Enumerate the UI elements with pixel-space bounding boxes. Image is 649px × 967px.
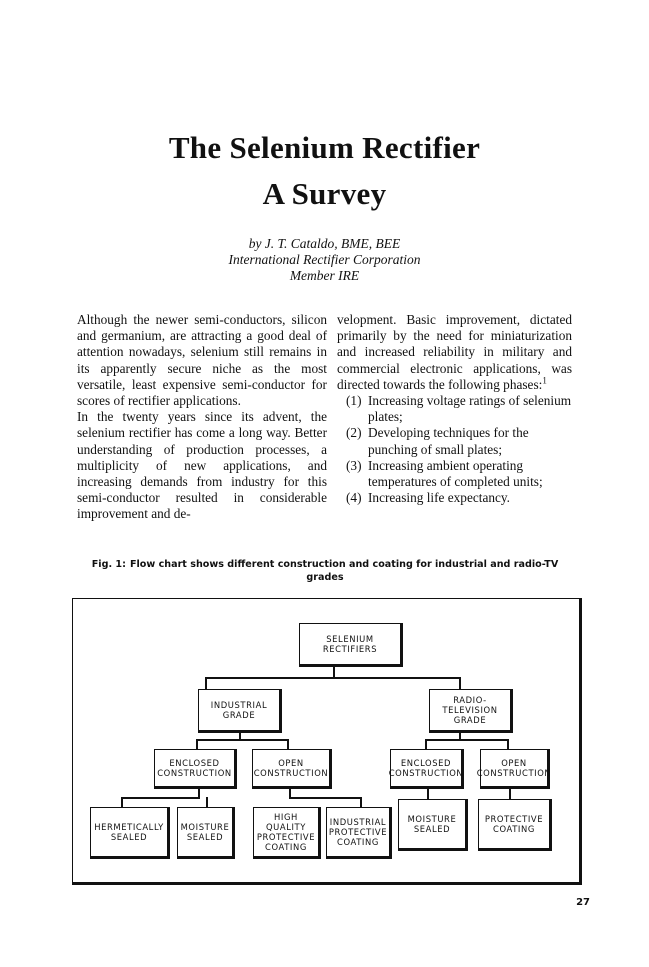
node-label: OPEN CONSTRUCTION (253, 758, 329, 778)
flow-node-radio-tv-protective-coating (478, 799, 552, 851)
flow-node-radio-tv-open-construction (476, 749, 552, 789)
flow-node-industrial-open-construction (252, 749, 332, 789)
list-item-number: (4) (346, 490, 362, 506)
list-item (337, 425, 572, 457)
node-label: ENCLOSED CONSTRUCTION (157, 758, 232, 778)
paragraph-text: velopment. Basic improvement, dictated primarily by the need for miniaturization and increased reliability in military and commercial electronic applications, was directed towards the following phases: (337, 312, 572, 392)
connector (289, 797, 362, 799)
byline-affiliation: International Rectifier Corporation (228, 252, 421, 267)
connector (121, 797, 200, 799)
node-label: SELENIUM RECTIFIERS (322, 634, 378, 654)
flow-chart (72, 598, 582, 885)
node-label: INDUSTRIAL PROTECTIVE COATING (328, 817, 388, 847)
byline (0, 236, 649, 284)
list-item-number: (3) (346, 457, 362, 473)
flow-node-industrial-enclosed-construction (154, 749, 237, 789)
flow-node-radio-tv-moisture-sealed (398, 799, 468, 851)
node-label: OPEN CONSTRUCTION (476, 758, 552, 778)
flow-node-industrial-moisture-sealed (177, 807, 235, 859)
figure-caption-text: Flow chart shows different construction and coating for industrial and radio-TV grades (129, 559, 559, 583)
list-item-text: Developing techniques for the punching of small plates; (368, 425, 529, 457)
list-item-text: Increasing life expectancy. (368, 490, 510, 506)
figure-label: Fig. 1: (91, 559, 126, 570)
node-label: ENCLOSED CONSTRUCTION (388, 758, 464, 778)
flow-node-radio-television-grade (429, 689, 513, 733)
byline-author: by J. T. Cataldo, BME, BEE (248, 236, 401, 251)
list-item-text: Increasing ambient operating temperatures of completed units; (368, 457, 543, 490)
paragraph: In the twenty years since its advent, the selenium rectifier has come a long way. Better understanding of production processes, a multiplicity of new applications, and increasing demands from industry for this semi-conductor resulted in considerable improvement and de- (77, 409, 327, 522)
list-item-number: (2) (346, 425, 362, 441)
paragraph: Although the newer semi-conductors, silicon and germanium, are attracting a good deal of attention nowadays, selenium still remains in its apparently secure niche as the most versatile, least expensive semi-conductor for scores of rectifier applications. (77, 312, 327, 409)
connector (196, 739, 289, 741)
flow-node-industrial-protective-coating (326, 807, 392, 859)
list-item-number: (1) (346, 393, 362, 409)
list-item (337, 490, 572, 506)
list-item-text: Increasing voltage ratings of selenium plates; (368, 393, 572, 425)
flow-node-radio-tv-enclosed-construction (390, 749, 464, 789)
node-label: RADIO- TELEVISION GRADE (442, 695, 498, 725)
body-right-column (337, 312, 572, 506)
connector (205, 677, 461, 679)
phase-list (337, 393, 572, 506)
node-label: HERMETICALLY SEALED (94, 822, 164, 842)
list-item (337, 393, 572, 425)
node-label: MOISTURE SEALED (407, 814, 457, 834)
paragraph (337, 312, 572, 393)
figure-caption (90, 558, 560, 584)
body-left-column (77, 312, 327, 523)
flow-node-industrial-grade (198, 689, 282, 733)
flow-node-high-quality-protective-coating (253, 807, 321, 859)
connector (425, 739, 509, 741)
node-label: PROTECTIVE COATING (484, 814, 544, 834)
node-label: HIGH QUALITY PROTECTIVE COATING (256, 812, 316, 852)
footnote-ref: 1 (542, 375, 547, 386)
flow-node-selenium-rectifiers (299, 623, 403, 667)
page-number: 27 (576, 897, 590, 908)
list-item (337, 458, 572, 490)
node-label: INDUSTRIAL GRADE (210, 700, 268, 720)
article-subtitle: A Survey (262, 176, 387, 211)
byline-membership: Member IRE (289, 268, 360, 283)
flow-node-hermetically-sealed (90, 807, 170, 859)
article-title: The Selenium Rectifier (168, 130, 481, 165)
node-label: MOISTURE SEALED (180, 822, 230, 842)
